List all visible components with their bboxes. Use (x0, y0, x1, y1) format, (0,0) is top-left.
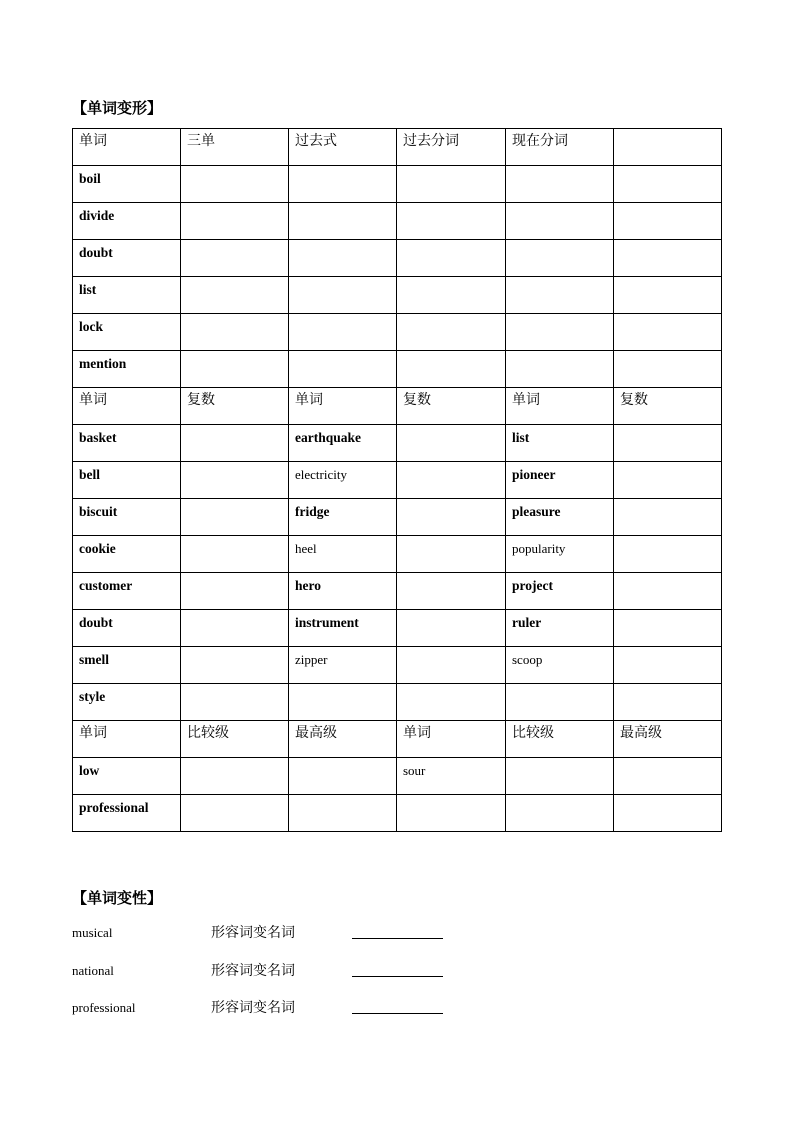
cell-text (403, 684, 505, 689)
answer-cell[interactable] (397, 684, 506, 721)
answer-blank[interactable] (352, 976, 443, 977)
answer-cell[interactable] (614, 684, 722, 721)
answer-cell[interactable] (397, 314, 506, 351)
verb-row (73, 240, 722, 277)
conversion-word: musical (72, 925, 113, 940)
answer-cell[interactable] (181, 573, 289, 610)
cell-text: lock (79, 319, 104, 334)
noun-row (73, 536, 722, 573)
word-cell (506, 610, 614, 647)
answer-cell[interactable] (181, 277, 289, 314)
cell-text (620, 758, 721, 763)
cell-text: 复数 (620, 392, 648, 408)
cell-text (295, 203, 396, 208)
cell-text (620, 795, 721, 800)
conversion-label: 形容词变名词 (211, 925, 295, 941)
cell-text: 复数 (187, 392, 215, 408)
cell-text (187, 647, 288, 652)
cell-text: 单词 (79, 392, 107, 408)
cell-text (187, 277, 288, 282)
cell-text (620, 536, 721, 541)
verb-row (73, 314, 722, 351)
answer-cell[interactable] (181, 684, 289, 721)
cell-text (403, 610, 505, 615)
answer-cell[interactable] (506, 277, 614, 314)
word-cell (506, 499, 614, 536)
word-cell (289, 462, 397, 499)
cell-text: boil (79, 171, 101, 186)
cell-text: customer (79, 578, 133, 593)
verb-row (73, 351, 722, 388)
word-cell (73, 795, 181, 832)
header-cell (73, 721, 181, 758)
noun-header-row (73, 388, 722, 425)
cell-text (403, 462, 505, 467)
cell-text (512, 758, 613, 763)
cell-text (295, 314, 396, 319)
answer-cell[interactable] (614, 203, 722, 240)
cell-text: 比较级 (512, 725, 554, 741)
header-cell (73, 129, 181, 166)
cell-text (403, 536, 505, 541)
cell-text (295, 277, 396, 282)
cell-text: pleasure (512, 504, 561, 519)
answer-cell[interactable] (506, 795, 614, 832)
cell-text (187, 684, 288, 689)
cell-text (620, 351, 721, 356)
conversion-word: national (72, 963, 114, 978)
answer-blank[interactable] (352, 1013, 443, 1014)
verb-header-row (73, 129, 722, 166)
cell-text (620, 573, 721, 578)
answer-cell[interactable] (397, 425, 506, 462)
cell-text (620, 425, 721, 430)
answer-cell[interactable] (397, 240, 506, 277)
header-cell (289, 721, 397, 758)
header-cell (614, 129, 722, 166)
word-cell (289, 425, 397, 462)
header-cell (397, 129, 506, 166)
answer-cell[interactable] (181, 462, 289, 499)
answer-cell[interactable] (181, 240, 289, 277)
answer-cell[interactable] (181, 314, 289, 351)
cell-text (620, 684, 721, 689)
cell-text (512, 240, 613, 245)
cell-text: biscuit (79, 504, 118, 519)
cell-text (403, 647, 505, 652)
cell-text (187, 758, 288, 763)
header-cell (73, 388, 181, 425)
word-cell (289, 647, 397, 684)
cell-text (187, 166, 288, 171)
cell-text: scoop (512, 652, 543, 667)
header-cell (289, 129, 397, 166)
cell-text (620, 129, 721, 134)
cell-text (620, 610, 721, 615)
word-cell (73, 277, 181, 314)
cell-text (403, 277, 505, 282)
cell-text: project (512, 578, 553, 593)
cell-text (403, 240, 505, 245)
cell-text: 最高级 (620, 725, 662, 741)
word-cell (73, 351, 181, 388)
cell-text: 单词 (79, 725, 107, 741)
answer-cell[interactable] (397, 610, 506, 647)
header-cell (181, 129, 289, 166)
answer-cell[interactable] (614, 277, 722, 314)
answer-cell[interactable] (614, 610, 722, 647)
header-cell (397, 721, 506, 758)
adj-row (73, 795, 722, 832)
answer-cell[interactable] (289, 277, 397, 314)
header-cell (614, 388, 722, 425)
conversion-row (72, 922, 472, 944)
answer-cell[interactable] (506, 314, 614, 351)
answer-cell[interactable] (289, 203, 397, 240)
answer-cell[interactable] (506, 166, 614, 203)
cell-text: 最高级 (295, 725, 337, 741)
cell-text (512, 203, 613, 208)
cell-text: doubt (79, 245, 113, 260)
cell-text (620, 203, 721, 208)
conversion-row (72, 960, 472, 982)
cell-text: sour (403, 763, 426, 778)
word-cell (506, 536, 614, 573)
cell-text (187, 499, 288, 504)
cell-text (187, 351, 288, 356)
cell-text (187, 573, 288, 578)
header-cell (506, 388, 614, 425)
cell-text (403, 795, 505, 800)
cell-text (403, 499, 505, 504)
word-cell (506, 573, 614, 610)
cell-text: list (79, 282, 97, 297)
answer-cell[interactable] (506, 758, 614, 795)
answer-cell[interactable] (181, 536, 289, 573)
answer-cell[interactable] (181, 166, 289, 203)
word-cell (289, 499, 397, 536)
answer-cell[interactable] (181, 499, 289, 536)
answer-cell[interactable] (614, 425, 722, 462)
answer-cell[interactable] (397, 166, 506, 203)
header-cell (181, 721, 289, 758)
cell-text: fridge (295, 504, 330, 519)
answer-cell[interactable] (289, 351, 397, 388)
cell-text (403, 166, 505, 171)
cell-text (403, 351, 505, 356)
answer-cell[interactable] (506, 351, 614, 388)
cell-text (620, 277, 721, 282)
cell-text: pioneer (512, 467, 556, 482)
cell-text: heel (295, 541, 317, 556)
answer-cell[interactable] (397, 277, 506, 314)
cell-text: smell (79, 652, 109, 667)
cell-text (403, 573, 505, 578)
answer-cell[interactable] (506, 203, 614, 240)
header-cell (181, 388, 289, 425)
cell-text: 过去式 (295, 133, 337, 149)
section-title-word-conversion: 【单词变性】 (72, 889, 163, 907)
answer-cell[interactable] (289, 314, 397, 351)
word-cell (73, 647, 181, 684)
conversion-word: professional (72, 1000, 136, 1015)
header-cell (397, 388, 506, 425)
cell-text (512, 684, 613, 689)
cell-text (620, 499, 721, 504)
conversion-row (72, 997, 472, 1019)
cell-text (187, 425, 288, 430)
answer-cell[interactable] (397, 536, 506, 573)
cell-text: low (79, 763, 100, 778)
cell-text: professional (79, 800, 149, 815)
answer-cell[interactable] (614, 647, 722, 684)
word-cell (73, 536, 181, 573)
word-cell (73, 499, 181, 536)
answer-cell[interactable] (614, 314, 722, 351)
cell-text: mention (79, 356, 127, 371)
word-cell (289, 536, 397, 573)
answer-cell[interactable] (614, 758, 722, 795)
answer-cell[interactable] (614, 351, 722, 388)
cell-text: 现在分词 (512, 133, 568, 149)
cell-text: cookie (79, 541, 116, 556)
cell-text (187, 795, 288, 800)
verb-row (73, 203, 722, 240)
word-cell (73, 610, 181, 647)
answer-cell[interactable] (181, 647, 289, 684)
cell-text: 过去分词 (403, 133, 459, 149)
cell-text (403, 425, 505, 430)
cell-text (187, 203, 288, 208)
cell-text: bell (79, 467, 101, 482)
answer-cell[interactable] (397, 499, 506, 536)
answer-cell[interactable] (181, 758, 289, 795)
cell-text (295, 351, 396, 356)
noun-row (73, 573, 722, 610)
conversion-label: 形容词变名词 (211, 1000, 295, 1016)
header-cell (506, 129, 614, 166)
word-cell (397, 758, 506, 795)
cell-text (187, 314, 288, 319)
word-cell (73, 462, 181, 499)
cell-text: 三单 (187, 133, 215, 149)
cell-text (403, 203, 505, 208)
answer-cell[interactable] (614, 536, 722, 573)
cell-text: divide (79, 208, 115, 223)
cell-text (187, 462, 288, 467)
section-title-word-forms: 【单词变形】 (72, 99, 163, 117)
header-cell (506, 721, 614, 758)
word-cell (289, 684, 397, 721)
word-cell (73, 573, 181, 610)
cell-text: 复数 (403, 392, 431, 408)
header-cell (289, 388, 397, 425)
word-forms-table (72, 128, 722, 832)
answer-cell[interactable] (289, 758, 397, 795)
adj-row (73, 758, 722, 795)
answer-cell[interactable] (614, 795, 722, 832)
word-cell (73, 425, 181, 462)
word-cell (289, 573, 397, 610)
answer-cell[interactable] (397, 573, 506, 610)
word-cell (506, 425, 614, 462)
cell-text (295, 240, 396, 245)
answer-cell[interactable] (614, 499, 722, 536)
cell-text: 单词 (403, 725, 431, 741)
word-cell (506, 684, 614, 721)
cell-text (512, 351, 613, 356)
cell-text (620, 314, 721, 319)
cell-text (512, 314, 613, 319)
answer-cell[interactable] (289, 166, 397, 203)
cell-text: zipper (295, 652, 328, 667)
answer-cell[interactable] (181, 795, 289, 832)
noun-row (73, 684, 722, 721)
cell-text (295, 795, 396, 800)
cell-text: electricity (295, 467, 347, 482)
cell-text (512, 277, 613, 282)
word-cell (73, 758, 181, 795)
noun-row (73, 462, 722, 499)
cell-text (620, 647, 721, 652)
cell-text: ruler (512, 615, 542, 630)
answer-cell[interactable] (614, 573, 722, 610)
cell-text (187, 536, 288, 541)
word-cell (73, 240, 181, 277)
answer-cell[interactable] (181, 203, 289, 240)
word-cell (506, 462, 614, 499)
answer-cell[interactable] (397, 647, 506, 684)
answer-cell[interactable] (181, 425, 289, 462)
cell-text (620, 166, 721, 171)
noun-row (73, 425, 722, 462)
cell-text: popularity (512, 541, 566, 556)
answer-cell[interactable] (614, 166, 722, 203)
answer-cell[interactable] (289, 240, 397, 277)
cell-text (295, 758, 396, 763)
answer-blank[interactable] (352, 938, 443, 939)
cell-text (620, 240, 721, 245)
cell-text: basket (79, 430, 117, 445)
word-cell (73, 684, 181, 721)
noun-row (73, 499, 722, 536)
word-cell (73, 166, 181, 203)
answer-cell[interactable] (289, 795, 397, 832)
noun-row (73, 610, 722, 647)
word-cell (397, 795, 506, 832)
cell-text (512, 795, 613, 800)
cell-text (512, 166, 613, 171)
cell-text: style (79, 689, 106, 704)
cell-text: 单词 (79, 133, 107, 149)
cell-text: doubt (79, 615, 113, 630)
cell-text (620, 462, 721, 467)
noun-row (73, 647, 722, 684)
cell-text: 单词 (295, 392, 323, 408)
adj-header-row (73, 721, 722, 758)
cell-text (187, 610, 288, 615)
word-cell (73, 203, 181, 240)
conversion-label: 形容词变名词 (211, 963, 295, 979)
answer-cell[interactable] (181, 610, 289, 647)
word-cell (73, 314, 181, 351)
answer-cell[interactable] (397, 351, 506, 388)
cell-text: earthquake (295, 430, 362, 445)
cell-text: list (512, 430, 530, 445)
cell-text: 比较级 (187, 725, 229, 741)
word-cell (289, 610, 397, 647)
verb-row (73, 166, 722, 203)
answer-cell[interactable] (181, 351, 289, 388)
answer-cell[interactable] (506, 240, 614, 277)
cell-text (295, 684, 396, 689)
cell-text (403, 314, 505, 319)
answer-cell[interactable] (614, 240, 722, 277)
header-cell (614, 721, 722, 758)
answer-cell[interactable] (614, 462, 722, 499)
answer-cell[interactable] (397, 462, 506, 499)
answer-cell[interactable] (397, 203, 506, 240)
cell-text: instrument (295, 615, 359, 630)
cell-text: 单词 (512, 392, 540, 408)
cell-text (295, 166, 396, 171)
cell-text: hero (295, 578, 321, 593)
verb-row (73, 277, 722, 314)
cell-text (187, 240, 288, 245)
word-cell (506, 647, 614, 684)
